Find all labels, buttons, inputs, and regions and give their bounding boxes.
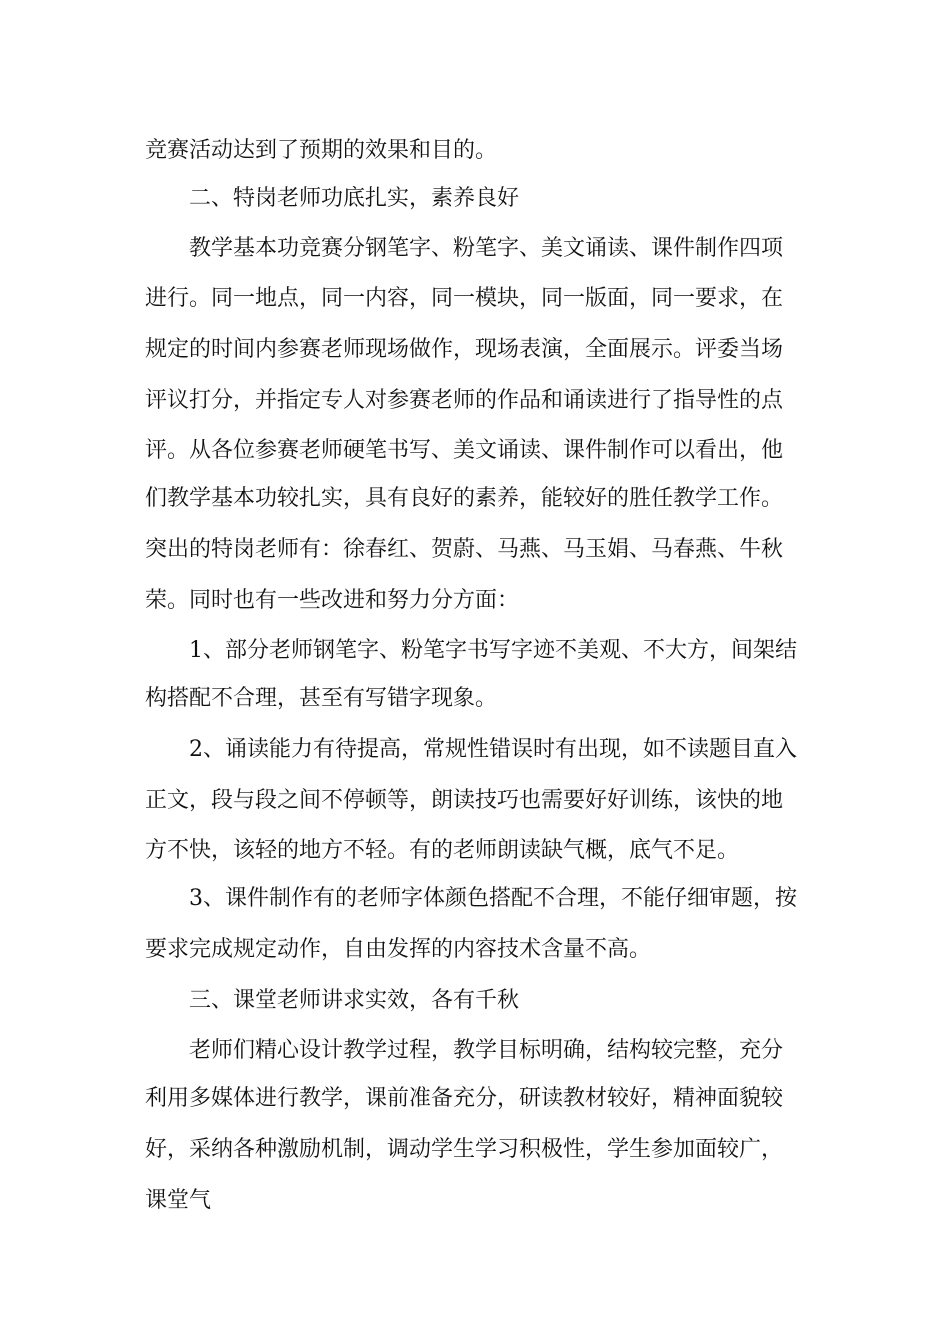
text-line: 3、课件制作有的老师字体颜色搭配不合理，不能仔细审题，按 [189,886,797,911]
text-line: 进行。同一地点，同一内容，同一模块，同一版面，同一要求，在 [145,286,784,311]
section-heading: 二、特岗老师功底扎实，素养良好 [189,186,520,211]
text-line: 2、诵读能力有待提高，常规性错误时有出现，如不读题目直入 [189,737,797,762]
text-line: 荣。同时也有一些改进和努力分方面： [145,588,520,613]
text-line: 好，采纳各种激励机制，调动学生学习积极性，学生参加面较广， [145,1137,784,1162]
text-line: 方不快，该轻的地方不轻。有的老师朗读缺气概，底气不足。 [145,838,740,863]
text-line: 评。从各位参赛老师硬笔书写、美文诵读、课件制作可以看出，他 [145,438,784,463]
text-line: 竞赛活动达到了预期的效果和目的。 [145,138,498,163]
text-line: 要求完成规定动作，自由发挥的内容技术含量不高。 [145,937,652,962]
section-heading: 三、课堂老师讲求实效，各有千秋 [189,988,520,1013]
text-line: 们教学基本功较扎实，具有良好的素养，能较好的胜任教学工作。 [145,486,784,511]
text-line: 课堂气 [145,1188,212,1213]
text-line: 规定的时间内参赛老师现场做作，现场表演，全面展示。评委当场 [145,337,784,362]
text-line: 评议打分，并指定专人对参赛老师的作品和诵读进行了指导性的点 [145,388,784,413]
text-line: 构搭配不合理，甚至有写错字现象。 [145,686,498,711]
text-line: 突出的特岗老师有：徐春红、贺蔚、马燕、马玉娟、马春燕、牛秋 [145,537,784,562]
text-line: 利用多媒体进行教学，课前准备充分，研读教材较好，精神面貌较 [145,1086,784,1111]
text-line: 教学基本功竞赛分钢笔字、粉笔字、美文诵读、课件制作四项 [189,236,784,261]
text-line: 老师们精心设计教学过程，教学目标明确，结构较完整，充分 [189,1038,784,1063]
text-line: 正文，段与段之间不停顿等，朗读技巧也需要好好训练，该快的地 [145,788,784,813]
text-line: 1、部分老师钢笔字、粉笔字书写字迹不美观、不大方，间架结 [189,638,797,663]
